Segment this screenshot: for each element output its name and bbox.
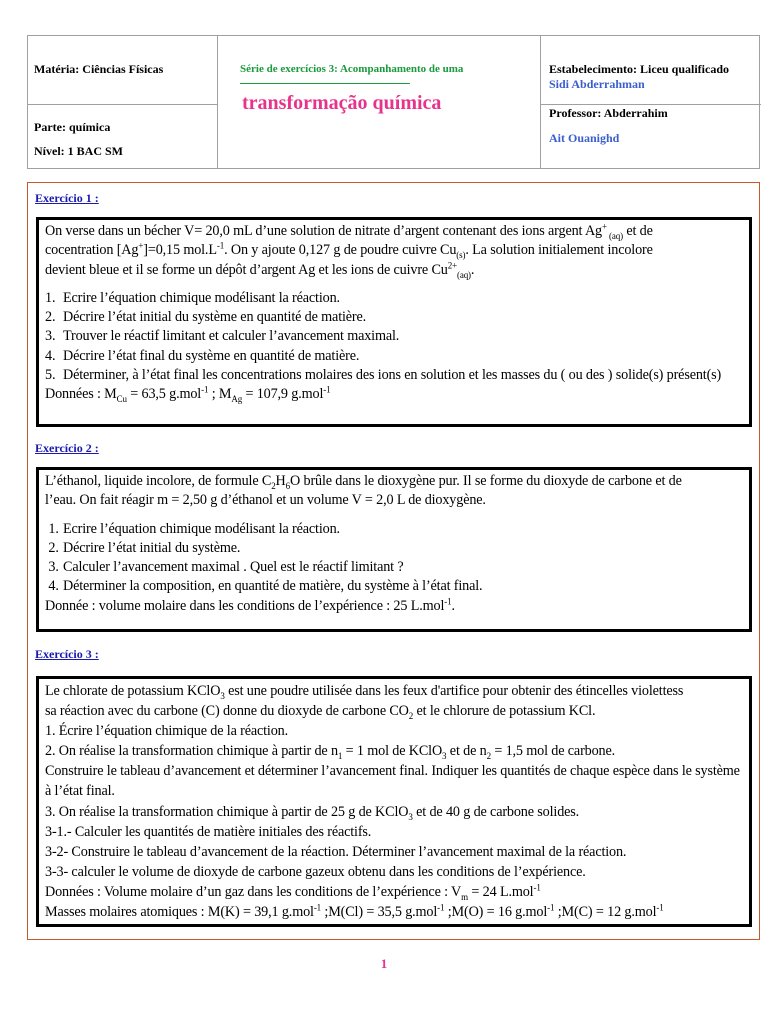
ex3-line-1: Le chlorate de potassium KClO$_3$ est une poudre utilisée dans les feux d'artifice pour obtenir des étincelles violettess — [45, 683, 684, 701]
ex3-line-8: 3-2- Construire le tableau d’avancement de la réaction. Déterminer l’avancement maximal de la réaction. — [45, 843, 627, 860]
exercise-2-box — [36, 467, 752, 632]
professor-label: Professor: Abderrahim — [549, 106, 668, 120]
parte-label: Parte: química — [34, 120, 111, 134]
header-table — [27, 35, 760, 169]
ex1-intro: On verse dans un bécher V= 20,0 mL d’une solution de nitrate d’argent contenant des ions argent Ag+ $_{(aq)}$ et de — [45, 221, 653, 241]
professor-nome: Ait Ouanighd — [549, 131, 620, 145]
nivel-label: Nível: 1 BAC SM — [34, 144, 123, 158]
serie-label: Série de exercícios 3: Acompanhamento de uma — [240, 63, 464, 75]
exercise-1-title: Exercício 1 : — [35, 191, 99, 205]
ex2-intro: L’éthanol, liquide incolore, de formule $C_2H_6O$ brûle dans le dioxygène pur. Il se forme du dioxyde de carbone et de — [45, 473, 682, 491]
ex1-question-3: 3. Trouver le réactif limitant et calculer l’avancement maximal. — [45, 328, 400, 345]
ex1-question-4: 4. Décrire l’état final du système en quantité de matière. — [45, 347, 360, 364]
ex2-donnee: Donnée : volume molaire dans les conditions de l’expérience : 25 L.mol$^{-1}$. — [45, 596, 455, 614]
ex2-question-4: 4. Déterminer la composition, en quantité de matière, du système à l’état final. — [45, 578, 483, 595]
ex3-line-5: Construire le tableau d’avancement et déterminer l’avancement final. Indiquer les quantités de chaque espèce dans le système à l’état final. — [45, 763, 740, 800]
ex2-question-3: 3. Calculer l’avancement maximal . Quel est le réactif limitant ? — [45, 559, 404, 576]
ex1-question-1: 1. Ecrire l’équation chimique modélisant la réaction. — [45, 289, 340, 306]
ex1-question-5: 5. Déterminer, à l’état final les concentrations molaires des ions en solution et les masses du ( ou des ) solide(s) présent(s) — [45, 367, 722, 384]
ex3-line-10: Données : Volume molaire d’un gaz dans les conditions de l’expérience : $V_m = 24$ L.mol$^{-1}$ — [45, 882, 541, 902]
ex3-line-9: 3-3- calculer le volume de dioxyde de carbone gazeux obtenu dans les conditions de l’expérience. — [45, 863, 586, 880]
exercise-1-box: On verse dans un bécher V= 20,0 mL d’une solution de nitrate d’argent contenant des ions argent Ag+ $_{(aq)}$ et de cocentration [Ag+]=0,15 $mol.L^{-1}$. On y ajoute 0,127 g de poudre cuivre $Cu_{(s)}$. La solution initialement incolore devient bleue et il se forme un dépôt d’argent Ag et les ions de cuivre $Cu^{2+}_{(aq)}$. 1. Ecrire l’équation chimique modélisant la réaction. 2. Décrire l’état initial du système en quantité de matière. 3. Trouver le réactif limitant et calculer l’avancement maximal. 4. Décrire l’état final du système en quantité de matière. 5. Déterminer, à l’état final les concentrations molaires des ions en solution et les masses du ( ou des ) solide(s) présent(s) Données : $M_{Cu} = 63,5$ g.mol$^{-1}$ ; $M_{Ag} = 107,9$ g.mol$^{-1}$ — [36, 217, 752, 427]
ex3-line-2: sa réaction avec du carbone (C) donne du dioxyde de carbone $CO_2$ et le chlorure de potassium KCl. — [45, 703, 596, 721]
estabelecimento-label: Estabelecimento: Liceu qualificado — [549, 62, 729, 76]
ex2-intro-line-2: l’eau. On fait réagir m = 2,50 g d’éthanol et un volume V = 2,0 L de dioxygène. — [45, 492, 486, 509]
estabelecimento-nome: Sidi Abderrahman — [549, 77, 645, 91]
ex2-question-2: 2. Décrire l’état initial du système. — [45, 539, 241, 556]
exercise-3-box — [36, 676, 752, 927]
ex3-line-6: 3. On réalise la transformation chimique à partir de 25 g de KClO$_3$ et de 40 g de carbone solides. — [45, 803, 580, 822]
document-title: transformação química — [242, 92, 442, 114]
exercise-2-title: Exercício 2 : — [35, 441, 99, 455]
ex1-donnees: Données : $M_{Cu} = 63,5$ g.mol$^{-1}$ ; $M_{Ag} = 107,9$ g.mol$^{-1}$ — [45, 384, 331, 405]
ex3-line-3: 1. Écrire l’équation chimique de la réaction. — [45, 723, 289, 740]
ex2-question-1: 1. Ecrire l’équation chimique modélisant la réaction. — [45, 520, 340, 537]
ex3-line-4: 2. On réalise la transformation chimique à partir de $n_1 = 1$ mol de KClO$_3$ et de $n_2 = 1,5$ mol de carbone. — [45, 743, 616, 762]
ex3-line-7: 3-1.- Calculer les quantités de matière initiales des réactifs. — [45, 823, 372, 840]
ex1-question-2: 2. Décrire l’état initial du système en quantité de matière. — [45, 309, 367, 326]
page-number: 1 — [380, 956, 388, 971]
materia-label: Matéria: Ciências Físicas — [34, 62, 164, 76]
ex3-line-11: Masses molaires atomiques : M(K) = 39,1 g.mol$^{-1}$ ;M(Cl) = 35,5 g.mol$^{-1}$ ;M(O) = 16 g.mol$^{-1}$ ;M(C) = 12 g.mol$^{-1}$ — [45, 902, 664, 921]
exercise-3-title: Exercício 3 : — [35, 647, 99, 661]
serie-underline — [240, 83, 410, 84]
